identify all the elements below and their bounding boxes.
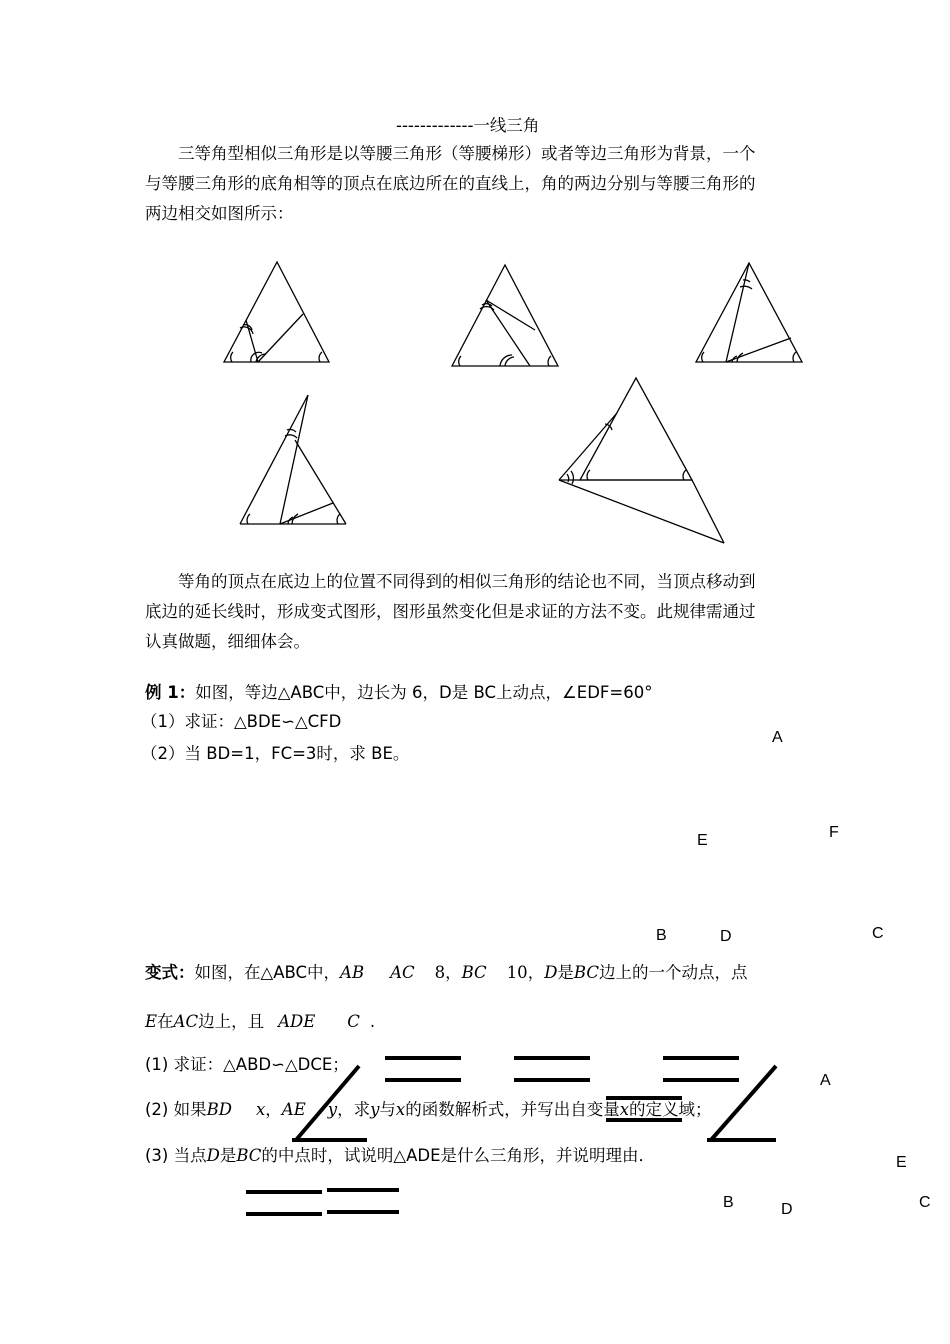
math-ab: AB (340, 963, 365, 982)
example1-q1: （1）求证：△BDE∽△CFD (141, 712, 342, 731)
example1-text: 如图，等边△ABC中，边长为 6，D是 BC上动点，∠EDF=60° (195, 683, 653, 702)
variant-text: 与 (379, 1100, 396, 1119)
comma: ， (527, 963, 545, 982)
variant-text: (2) 如果 (145, 1100, 207, 1119)
variant-line-1 (145, 963, 747, 983)
math-bd: BD (206, 1100, 232, 1119)
figure-1-triangle (224, 262, 329, 362)
math-d: D (206, 1146, 220, 1165)
math-x: x (619, 1100, 630, 1119)
para2-line-1: 等角的顶点在底边上的位置不同得到的相似三角形的结论也不同，当顶点移动到 (178, 572, 756, 591)
variant-text: 的函数解析式，并写出自变量 (405, 1100, 620, 1119)
math-ac: AC (173, 1012, 199, 1031)
math-bc: BC (461, 963, 487, 982)
intro-line-1: 三等角型相似三角形是以等腰三角形（等腰梯形）或者等边三角形为背景，一个 (178, 144, 756, 163)
example1-label-A: A (772, 729, 783, 746)
variant-label-B: B (723, 1194, 734, 1211)
variant-text: 是 (557, 963, 574, 982)
math-y: y (327, 1100, 338, 1119)
variant-text: 的中点时，试说明△ADE是什么三角形，并说明理由． (261, 1146, 656, 1165)
example1-label: 例 1： (145, 683, 196, 702)
math-x: x (255, 1100, 266, 1119)
figure-2-triangle (452, 265, 558, 366)
math-bc: BC (573, 963, 599, 982)
variant-text: ，求 (337, 1100, 371, 1119)
para2-line-3: 认真做题，细细体会。 (145, 632, 310, 651)
comma: ， (445, 963, 462, 982)
math-8: 8 (434, 963, 446, 982)
intro-line-2: 与等腰三角形的底角相等的顶点在底边所在的直线上，角的两边分别与等腰三角形的 (145, 174, 756, 193)
variant-q2 (145, 1100, 712, 1120)
variant-label-A: A (820, 1072, 831, 1089)
comma: ， (265, 1100, 282, 1119)
variant-text: 如图，在△ABC中， (194, 963, 341, 982)
figure-3-triangle (696, 263, 802, 362)
variant-text: 是 (219, 1146, 237, 1165)
overlay-marks (246, 1058, 776, 1214)
variant-text: 的定义域； (629, 1100, 712, 1119)
variant-text: 在 (157, 1012, 174, 1031)
para2-line-2: 底边的延长线时，形成变式图形，图形虽然变化但是求证的方法不变。此规律需通过 (145, 602, 756, 621)
variant-q1: (1) 求证：△ABD∽△DCE； (145, 1055, 349, 1074)
period: . (369, 1012, 376, 1031)
variant-label-D: D (781, 1201, 793, 1218)
intro-line-3: 两边相交如图所示： (145, 204, 294, 223)
example1-label-D: D (720, 928, 732, 945)
example1-label-E: E (697, 832, 708, 849)
example1-q2: （2）当 BD=1，FC=3时，求 BE。 (141, 744, 410, 763)
variant-line-2 (145, 1012, 375, 1032)
math-10: 10 (506, 963, 528, 982)
figure-5-triangle (559, 378, 724, 543)
math-ae: AE (281, 1100, 306, 1119)
example1-label-F: F (829, 824, 839, 841)
variant-q3 (145, 1146, 655, 1166)
math-bc: BC (236, 1146, 262, 1165)
math-e: E (145, 1012, 158, 1031)
variant-text: 边上，且 (198, 1012, 265, 1031)
example1-label-B: B (656, 927, 667, 944)
math-c: C (347, 1012, 360, 1031)
math-ade: ADE (278, 1012, 316, 1031)
variant-text: (3) 当点 (145, 1146, 207, 1165)
variant-label-C: C (919, 1194, 931, 1211)
example1-label-C: C (872, 925, 884, 942)
variant-label-E: E (896, 1154, 907, 1171)
math-y: y (370, 1100, 380, 1119)
page-title: -------------一线三角 (396, 116, 540, 135)
math-d: D (544, 963, 558, 982)
variant-text: 边上的一个动点，点 (598, 963, 748, 982)
example1-stem (145, 683, 653, 703)
variant-label: 变式： (145, 963, 195, 982)
math-x: x (395, 1100, 406, 1119)
math-ac: AC (390, 963, 415, 982)
figure-4-triangle (240, 395, 346, 524)
